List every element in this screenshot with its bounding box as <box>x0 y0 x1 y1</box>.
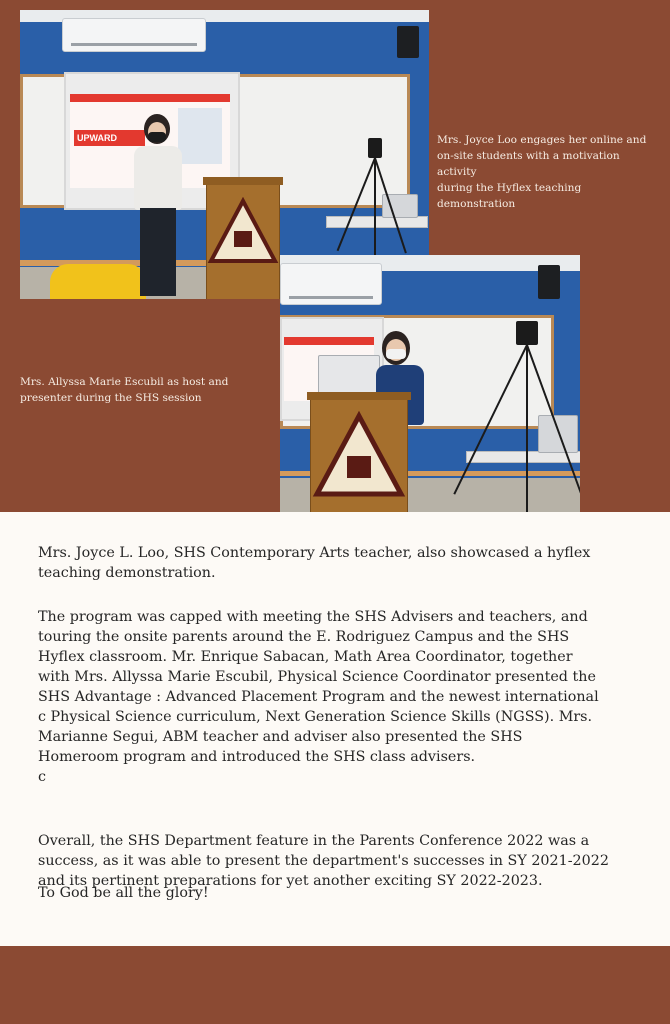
air-conditioner <box>62 18 206 52</box>
paragraph-overall: Overall, the SHS Department feature in the Parents Conference 2022 was a success, as it was able to present the department's successes in SY 2021-2022 and its pertinent preparations for yet another exciting SY 2022-2023. <box>38 833 609 889</box>
podium-1 <box>206 182 280 299</box>
jca-logo <box>311 410 407 506</box>
laptop <box>318 355 380 397</box>
camera-tripod <box>506 321 556 511</box>
photo-shs-session-host <box>280 255 580 512</box>
caption-photo-2: Mrs. Allyssa Marie Escubil as host and presenter during the SHS session <box>20 376 229 404</box>
teacher-joyce-loo <box>128 114 188 299</box>
paragraph-closing: To God be all the glory! <box>38 885 209 901</box>
wall-speaker <box>397 26 419 58</box>
footer-band <box>0 946 670 1024</box>
article-body <box>0 512 670 946</box>
caption-photo-1: Mrs. Joyce Loo engages her online and on-site students with a motivation activity during the Hyflex teaching demonstration <box>437 134 647 210</box>
jca-logo <box>207 197 279 277</box>
air-conditioner <box>280 263 382 305</box>
podium-2 <box>310 397 408 512</box>
paragraph-program-summary: The program was capped with meeting the SHS Advisers and teachers, and touring the onsite parents around the E. Rodriguez Campus and the SHS Hyflex classroom. Mr. Enrique Sabacan, Math Area Coordinator, together with Mrs. Allyssa Marie Escubil, Physical Science Coordinator presented the SHS Advantage : Advanced Placement Program and the newest international c Physical Science curriculum, Next Generation Science Skills (NGSS). Mrs. Marianne Segui, ABM teacher and adviser also presented the SHS Homeroom program and introduced the SHS class advisers. c <box>38 609 599 785</box>
wall-speaker <box>538 265 560 299</box>
slide-heading: UPWARD <box>74 130 145 146</box>
paragraph-hyflex-demo: Mrs. Joyce L. Loo, SHS Contemporary Arts teacher, also showcased a hyflex teaching demonstration. <box>38 545 591 581</box>
